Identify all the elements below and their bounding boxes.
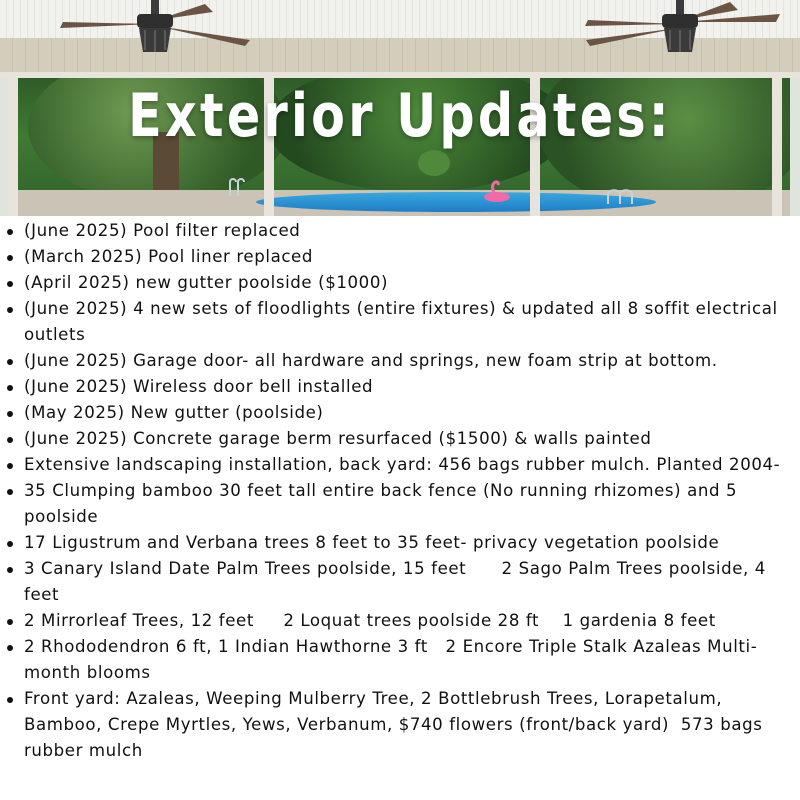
list-item: 2 Rhododendron 6 ft, 1 Indian Hawthorne 3 ft 2 Encore Triple Stalk Azaleas Multi-month blooms xyxy=(0,634,800,686)
list-item: 3 Canary Island Date Palm Trees poolside, 15 feet 2 Sago Palm Trees poolside, 4 feet xyxy=(0,556,800,608)
screen-post xyxy=(772,72,782,216)
flamingo-float-icon xyxy=(483,180,511,202)
list-item: 17 Ligustrum and Verbana trees 8 feet to 35 feet- privacy vegetation poolside xyxy=(0,530,800,556)
ceiling-fan-icon xyxy=(580,0,780,56)
list-item: (June 2025) Garage door- all hardware and springs, new foam strip at bottom. xyxy=(0,348,800,374)
pool-ladder-icon xyxy=(226,176,248,198)
list-item: (June 2025) Concrete garage berm resurfaced ($1500) & walls painted xyxy=(0,426,800,452)
list-item: (June 2025) Wireless door bell installed xyxy=(0,374,800,400)
ceiling-fan-icon xyxy=(55,0,255,56)
list-item: 2 Mirrorleaf Trees, 12 feet 2 Loquat trees poolside 28 ft 1 gardenia 8 feet xyxy=(0,608,800,634)
swimming-pool xyxy=(256,192,656,212)
list-item: 35 Clumping bamboo 30 feet tall entire back fence (No running rhizomes) and 5 poolside xyxy=(0,478,800,530)
list-item: Extensive landscaping installation, back yard: 456 bags rubber mulch. Planted 2004- xyxy=(0,452,800,478)
list-item: (June 2025) 4 new sets of floodlights (entire fixtures) & updated all 8 soffit electrical outlets xyxy=(0,296,800,348)
pool-handrail-icon xyxy=(606,186,636,206)
screen-post xyxy=(8,72,18,216)
list-item: (April 2025) new gutter poolside ($1000) xyxy=(0,270,800,296)
list-item: Front yard: Azaleas, Weeping Mulberry Tree, 2 Bottlebrush Trees, Lorapetalum, Bamboo, Crepe Myrtles, Yews, Verbanum, $740 flowers (front/back yard) 573 bags rubber mulch xyxy=(0,686,800,764)
list-item: (May 2025) New gutter (poolside) xyxy=(0,400,800,426)
updates-list xyxy=(0,218,800,764)
list-item: (June 2025) Pool filter replaced xyxy=(0,218,800,244)
list-item: (March 2025) Pool liner replaced xyxy=(0,244,800,270)
page-title: Exterior Updates: xyxy=(128,81,672,151)
